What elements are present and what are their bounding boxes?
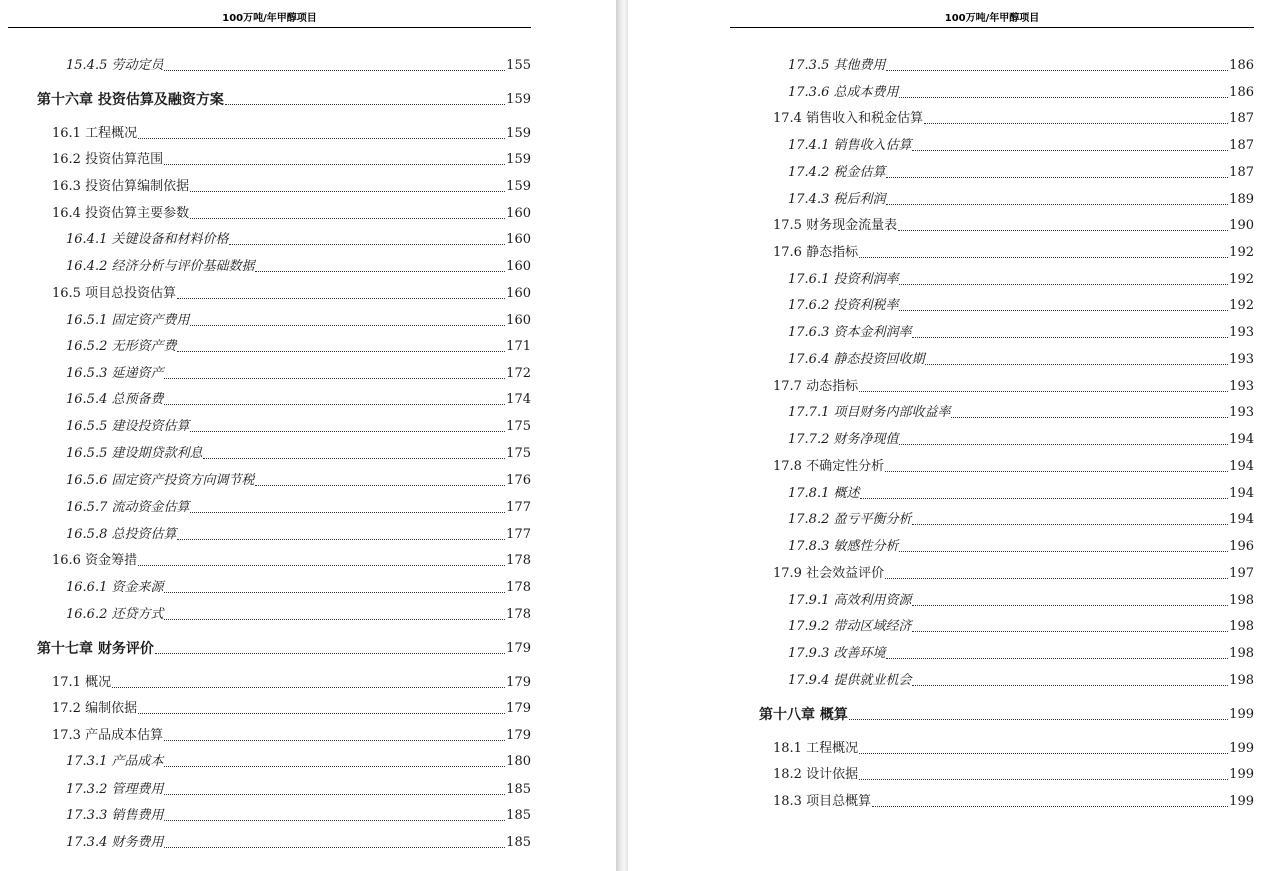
toc-page-number: 179 xyxy=(506,728,531,743)
toc-entry-title: 16.5.6 固定资产投资方向调节税 xyxy=(66,473,255,488)
toc-dot-leader xyxy=(924,123,1228,124)
toc-page-number: 187 xyxy=(1229,111,1254,126)
toc-entry[interactable] xyxy=(730,296,1254,314)
page-header-left: 100万吨/年甲醇项目 xyxy=(8,12,531,28)
toc-dot-leader xyxy=(177,298,505,299)
toc-entry-title: 17.7 动态指标 xyxy=(773,379,859,394)
toc-dot-leader xyxy=(190,191,505,192)
page-gutter xyxy=(616,0,628,871)
toc-dot-leader xyxy=(190,431,505,432)
toc-entry[interactable] xyxy=(8,444,531,462)
toc-entry-title: 17.6.3 资本金利润率 xyxy=(788,325,912,340)
toc-page-number: 193 xyxy=(1229,352,1254,367)
toc-entry[interactable] xyxy=(8,806,531,824)
toc-entry[interactable] xyxy=(8,364,531,382)
toc-page-number: 199 xyxy=(1229,707,1254,722)
left-page xyxy=(0,0,616,871)
toc-entry-title: 第十七章 财务评价 xyxy=(37,641,154,657)
toc-page-number: 176 xyxy=(506,473,531,488)
toc-dot-leader xyxy=(164,70,505,71)
toc-dot-leader xyxy=(912,685,1228,686)
toc-page-number: 193 xyxy=(1229,379,1254,394)
toc-dot-leader xyxy=(885,578,1228,579)
toc-entry-title: 17.9.2 带动区域经济 xyxy=(788,619,912,634)
toc-page-number: 171 xyxy=(506,339,531,354)
toc-page-number: 179 xyxy=(506,675,531,690)
toc-entry[interactable] xyxy=(8,551,531,569)
toc-page-number: 194 xyxy=(1229,512,1254,527)
toc-dot-leader xyxy=(859,753,1228,754)
toc-entry[interactable] xyxy=(730,83,1254,101)
toc-entry-title: 16.5.8 总投资估算 xyxy=(66,527,177,542)
toc-entry-title: 15.4.5 劳动定员 xyxy=(66,58,164,73)
toc-entry-title: 16.2 投资估算范围 xyxy=(52,152,164,167)
toc-page-number: 186 xyxy=(1229,85,1254,100)
toc-dot-leader xyxy=(899,551,1228,552)
toc-page-number: 190 xyxy=(1229,218,1254,233)
toc-entry-title: 17.8.1 概述 xyxy=(788,486,860,501)
toc-dot-leader xyxy=(164,378,505,379)
toc-entry-title: 17.4.3 税后利润 xyxy=(788,192,886,207)
toc-entry[interactable] xyxy=(8,780,531,798)
toc-dot-leader xyxy=(885,471,1228,472)
toc-page-number: 194 xyxy=(1229,459,1254,474)
toc-entry[interactable] xyxy=(8,833,531,851)
toc-dot-leader xyxy=(860,498,1228,499)
toc-entry[interactable] xyxy=(8,699,531,717)
toc-entry[interactable] xyxy=(8,124,531,142)
toc-entry-title: 17.6 静态指标 xyxy=(773,245,859,260)
toc-page-number: 185 xyxy=(506,835,531,850)
toc-entry-title: 16.5 项目总投资估算 xyxy=(52,286,177,301)
toc-entry[interactable] xyxy=(730,705,1254,723)
toc-dot-leader xyxy=(164,404,505,405)
toc-dot-leader xyxy=(859,257,1228,258)
toc-dot-leader xyxy=(925,364,1228,365)
toc-entry[interactable] xyxy=(8,498,531,516)
toc-page-number: 192 xyxy=(1229,298,1254,313)
toc-entry-title: 17.9.1 高效利用资源 xyxy=(788,593,912,608)
toc-entry[interactable] xyxy=(730,739,1254,757)
toc-page-number: 178 xyxy=(506,553,531,568)
toc-page-number: 185 xyxy=(506,782,531,797)
toc-entry-title: 16.4.1 关键设备和材料价格 xyxy=(66,232,229,247)
toc-dot-leader xyxy=(886,70,1228,71)
toc-entry-title: 17.3.5 其他费用 xyxy=(788,58,886,73)
toc-entry[interactable] xyxy=(8,390,531,408)
toc-entry-title: 16.4.2 经济分析与评价基础数据 xyxy=(66,259,255,274)
toc-page-number: 177 xyxy=(506,527,531,542)
toc-entry-title: 16.5.5 建设投资估算 xyxy=(66,419,190,434)
toc-entry-title: 18.3 项目总概算 xyxy=(773,794,872,809)
toc-entry-title: 17.6.2 投资利税率 xyxy=(788,298,899,313)
toc-page-number: 177 xyxy=(506,500,531,515)
toc-entry-title: 17.4.2 税金估算 xyxy=(788,165,886,180)
toc-entry-title: 16.1 工程概况 xyxy=(52,126,138,141)
toc-entry[interactable] xyxy=(730,350,1254,368)
toc-entry[interactable] xyxy=(730,403,1254,421)
toc-dot-leader xyxy=(177,351,505,352)
toc-page-number: 198 xyxy=(1229,593,1254,608)
toc-entry[interactable] xyxy=(730,216,1254,234)
toc-page-number: 193 xyxy=(1229,325,1254,340)
toc-entry[interactable] xyxy=(8,150,531,168)
toc-page-number: 198 xyxy=(1229,619,1254,634)
toc-dot-leader xyxy=(898,230,1228,231)
toc-page-number: 189 xyxy=(1229,192,1254,207)
toc-entry[interactable] xyxy=(730,484,1254,502)
toc-dot-leader xyxy=(164,820,505,821)
toc-entry-title: 16.5.2 无形资产费 xyxy=(66,339,177,354)
toc-page-number: 199 xyxy=(1229,794,1254,809)
toc-page-number: 159 xyxy=(506,179,531,194)
toc-dot-leader xyxy=(886,204,1228,205)
toc-entry-title: 17.3.4 财务费用 xyxy=(66,835,164,850)
toc-entry-title: 17.7.2 财务净现值 xyxy=(788,432,899,447)
toc-dot-leader xyxy=(912,150,1228,151)
toc-dot-leader xyxy=(255,485,505,486)
toc-entry-title: 17.9.3 改善环境 xyxy=(788,646,886,661)
toc-page-number: 160 xyxy=(506,286,531,301)
toc-page-number: 187 xyxy=(1229,138,1254,153)
toc-entry-title: 16.5.3 延递资产 xyxy=(66,366,164,381)
toc-dot-leader xyxy=(255,271,505,272)
toc-entry-title: 17.4 销售收入和税金估算 xyxy=(773,111,924,126)
toc-dot-leader xyxy=(899,97,1228,98)
toc-dot-leader xyxy=(886,658,1228,659)
toc-dot-leader xyxy=(164,847,505,848)
toc-dot-leader xyxy=(899,310,1228,311)
toc-entry-title: 17.9 社会效益评价 xyxy=(773,566,885,581)
toc-page-number: 172 xyxy=(506,366,531,381)
toc-page-number: 196 xyxy=(1229,539,1254,554)
toc-page-number: 175 xyxy=(506,446,531,461)
toc-dot-leader xyxy=(912,524,1228,525)
toc-page-number: 199 xyxy=(1229,767,1254,782)
toc-dot-leader xyxy=(886,177,1228,178)
toc-entry-title: 16.5.1 固定资产费用 xyxy=(66,313,190,328)
toc-page-number: 192 xyxy=(1229,272,1254,287)
toc-entry[interactable] xyxy=(8,471,531,489)
toc-dot-leader xyxy=(138,138,505,139)
toc-dot-leader xyxy=(859,779,1228,780)
toc-entry[interactable] xyxy=(8,90,531,108)
toc-entry[interactable] xyxy=(8,311,531,329)
page-header-right: 100万吨/年甲醇项目 xyxy=(730,12,1254,28)
toc-page-number: 187 xyxy=(1229,165,1254,180)
toc-entry[interactable] xyxy=(8,417,531,435)
toc-page-number: 175 xyxy=(506,419,531,434)
toc-page-number: 159 xyxy=(506,92,531,107)
toc-dot-leader xyxy=(155,653,505,654)
toc-entry[interactable] xyxy=(8,230,531,248)
toc-entry[interactable] xyxy=(8,257,531,275)
toc-page-number: 179 xyxy=(506,701,531,716)
toc-entry[interactable] xyxy=(730,510,1254,528)
toc-page-number: 186 xyxy=(1229,58,1254,73)
toc-dot-leader xyxy=(164,740,505,741)
toc-entry[interactable] xyxy=(730,377,1254,395)
toc-entry[interactable] xyxy=(730,591,1254,609)
toc-entry[interactable] xyxy=(730,243,1254,261)
toc-entry[interactable] xyxy=(730,109,1254,127)
toc-dot-leader xyxy=(912,605,1228,606)
toc-entry-title: 17.4.1 销售收入估算 xyxy=(788,138,912,153)
toc-entry-title: 16.6 资金筹措 xyxy=(52,553,138,568)
toc-entry[interactable] xyxy=(8,605,531,623)
toc-entry-title: 第十八章 概算 xyxy=(759,707,848,723)
toc-entry-title: 16.6.1 资金来源 xyxy=(66,580,164,595)
toc-entry-title: 17.7.1 项目财务内部收益率 xyxy=(788,405,951,420)
toc-page-number: 180 xyxy=(506,754,531,769)
toc-entry[interactable] xyxy=(730,136,1254,154)
toc-entry-title: 16.5.7 流动资金估算 xyxy=(66,500,190,515)
toc-entry[interactable] xyxy=(730,56,1254,74)
toc-page-number: 160 xyxy=(506,313,531,328)
toc-entry[interactable] xyxy=(8,578,531,596)
toc-page-number: 160 xyxy=(506,206,531,221)
toc-page-number: 178 xyxy=(506,607,531,622)
toc-page-number: 178 xyxy=(506,580,531,595)
toc-entry[interactable] xyxy=(8,726,531,744)
toc-page-number: 155 xyxy=(506,58,531,73)
toc-dot-leader xyxy=(164,164,505,165)
toc-dot-leader xyxy=(912,631,1228,632)
toc-entry-title: 17.3.6 总成本费用 xyxy=(788,85,899,100)
toc-entry[interactable] xyxy=(730,671,1254,689)
toc-entry[interactable] xyxy=(730,765,1254,783)
toc-dot-leader xyxy=(912,337,1228,338)
toc-entry-title: 17.8 不确定性分析 xyxy=(773,459,885,474)
toc-entry-title: 17.8.2 盈亏平衡分析 xyxy=(788,512,912,527)
toc-dot-leader xyxy=(859,391,1228,392)
toc-entry[interactable] xyxy=(730,644,1254,662)
toc-dot-leader xyxy=(138,565,505,566)
toc-dot-leader xyxy=(138,713,505,714)
toc-entry[interactable] xyxy=(8,284,531,302)
toc-entry-title: 16.6.2 还贷方式 xyxy=(66,607,164,622)
toc-entry-title: 17.3.2 管理费用 xyxy=(66,782,164,797)
toc-page-number: 198 xyxy=(1229,673,1254,688)
toc-dot-leader xyxy=(190,218,505,219)
toc-page-number: 174 xyxy=(506,392,531,407)
toc-entry-title: 17.6.1 投资利润率 xyxy=(788,272,899,287)
toc-entry[interactable] xyxy=(8,56,531,74)
toc-entry[interactable] xyxy=(730,537,1254,555)
toc-entry[interactable] xyxy=(8,673,531,691)
toc-entry[interactable] xyxy=(8,337,531,355)
toc-entry-title: 18.2 设计依据 xyxy=(773,767,859,782)
toc-page-number: 185 xyxy=(506,808,531,823)
toc-page-number: 179 xyxy=(506,641,531,656)
toc-entry[interactable] xyxy=(730,190,1254,208)
toc-entry[interactable] xyxy=(8,177,531,195)
toc-entry-title: 17.9.4 提供就业机会 xyxy=(788,673,912,688)
toc-dot-leader xyxy=(177,539,505,540)
toc-entry-title: 17.1 概况 xyxy=(52,675,112,690)
toc-entry[interactable] xyxy=(730,270,1254,288)
toc-dot-leader xyxy=(112,687,505,688)
toc-entry-title: 17.8.3 敏感性分析 xyxy=(788,539,899,554)
toc-page-number: 192 xyxy=(1229,245,1254,260)
toc-page-number: 194 xyxy=(1229,486,1254,501)
right-page xyxy=(628,0,1270,871)
toc-entry[interactable] xyxy=(730,430,1254,448)
toc-page-number: 199 xyxy=(1229,741,1254,756)
toc-entry[interactable] xyxy=(8,639,531,657)
toc-page-number: 194 xyxy=(1229,432,1254,447)
toc-page-number: 159 xyxy=(506,152,531,167)
toc-entry[interactable] xyxy=(730,457,1254,475)
toc-dot-leader xyxy=(190,512,505,513)
toc-entry-title: 16.4 投资估算主要参数 xyxy=(52,206,190,221)
toc-entry[interactable] xyxy=(8,752,531,770)
toc-dot-leader xyxy=(164,592,505,593)
toc-entry-title: 17.6.4 静态投资回收期 xyxy=(788,352,925,367)
toc-entry[interactable] xyxy=(730,163,1254,181)
toc-page-number: 197 xyxy=(1229,566,1254,581)
toc-entry[interactable] xyxy=(730,617,1254,635)
toc-dot-leader xyxy=(190,325,505,326)
toc-entry-title: 17.3.1 产品成本 xyxy=(66,754,164,769)
toc-entry-title: 17.5 财务现金流量表 xyxy=(773,218,898,233)
toc-dot-leader xyxy=(225,104,505,105)
toc-page-number: 159 xyxy=(506,126,531,141)
toc-entry-title: 17.2 编制依据 xyxy=(52,701,138,716)
toc-entry[interactable] xyxy=(730,323,1254,341)
toc-entry-title: 17.3.3 销售费用 xyxy=(66,808,164,823)
toc-dot-leader xyxy=(872,806,1228,807)
toc-entry[interactable] xyxy=(8,204,531,222)
toc-dot-leader xyxy=(899,284,1228,285)
toc-entry-title: 16.5.4 总预备费 xyxy=(66,392,164,407)
toc-dot-leader xyxy=(164,766,505,767)
toc-page-number: 193 xyxy=(1229,405,1254,420)
toc-dot-leader xyxy=(951,417,1228,418)
toc-page-number: 160 xyxy=(506,232,531,247)
toc-dot-leader xyxy=(164,794,505,795)
toc-entry-title: 16.5.5 建设期贷款利息 xyxy=(66,446,203,461)
toc-entry[interactable] xyxy=(8,525,531,543)
toc-page-number: 160 xyxy=(506,259,531,274)
toc-dot-leader xyxy=(229,244,505,245)
toc-entry-title: 17.3 产品成本估算 xyxy=(52,728,164,743)
toc-page-number: 198 xyxy=(1229,646,1254,661)
toc-dot-leader xyxy=(899,444,1228,445)
toc-entry[interactable] xyxy=(730,564,1254,582)
toc-dot-leader xyxy=(203,458,505,459)
toc-entry[interactable] xyxy=(730,792,1254,810)
toc-dot-leader xyxy=(849,719,1228,720)
toc-entry-title: 18.1 工程概况 xyxy=(773,741,859,756)
toc-dot-leader xyxy=(164,619,505,620)
toc-entry-title: 第十六章 投资估算及融资方案 xyxy=(37,92,224,108)
toc-entry-title: 16.3 投资估算编制依据 xyxy=(52,179,190,194)
